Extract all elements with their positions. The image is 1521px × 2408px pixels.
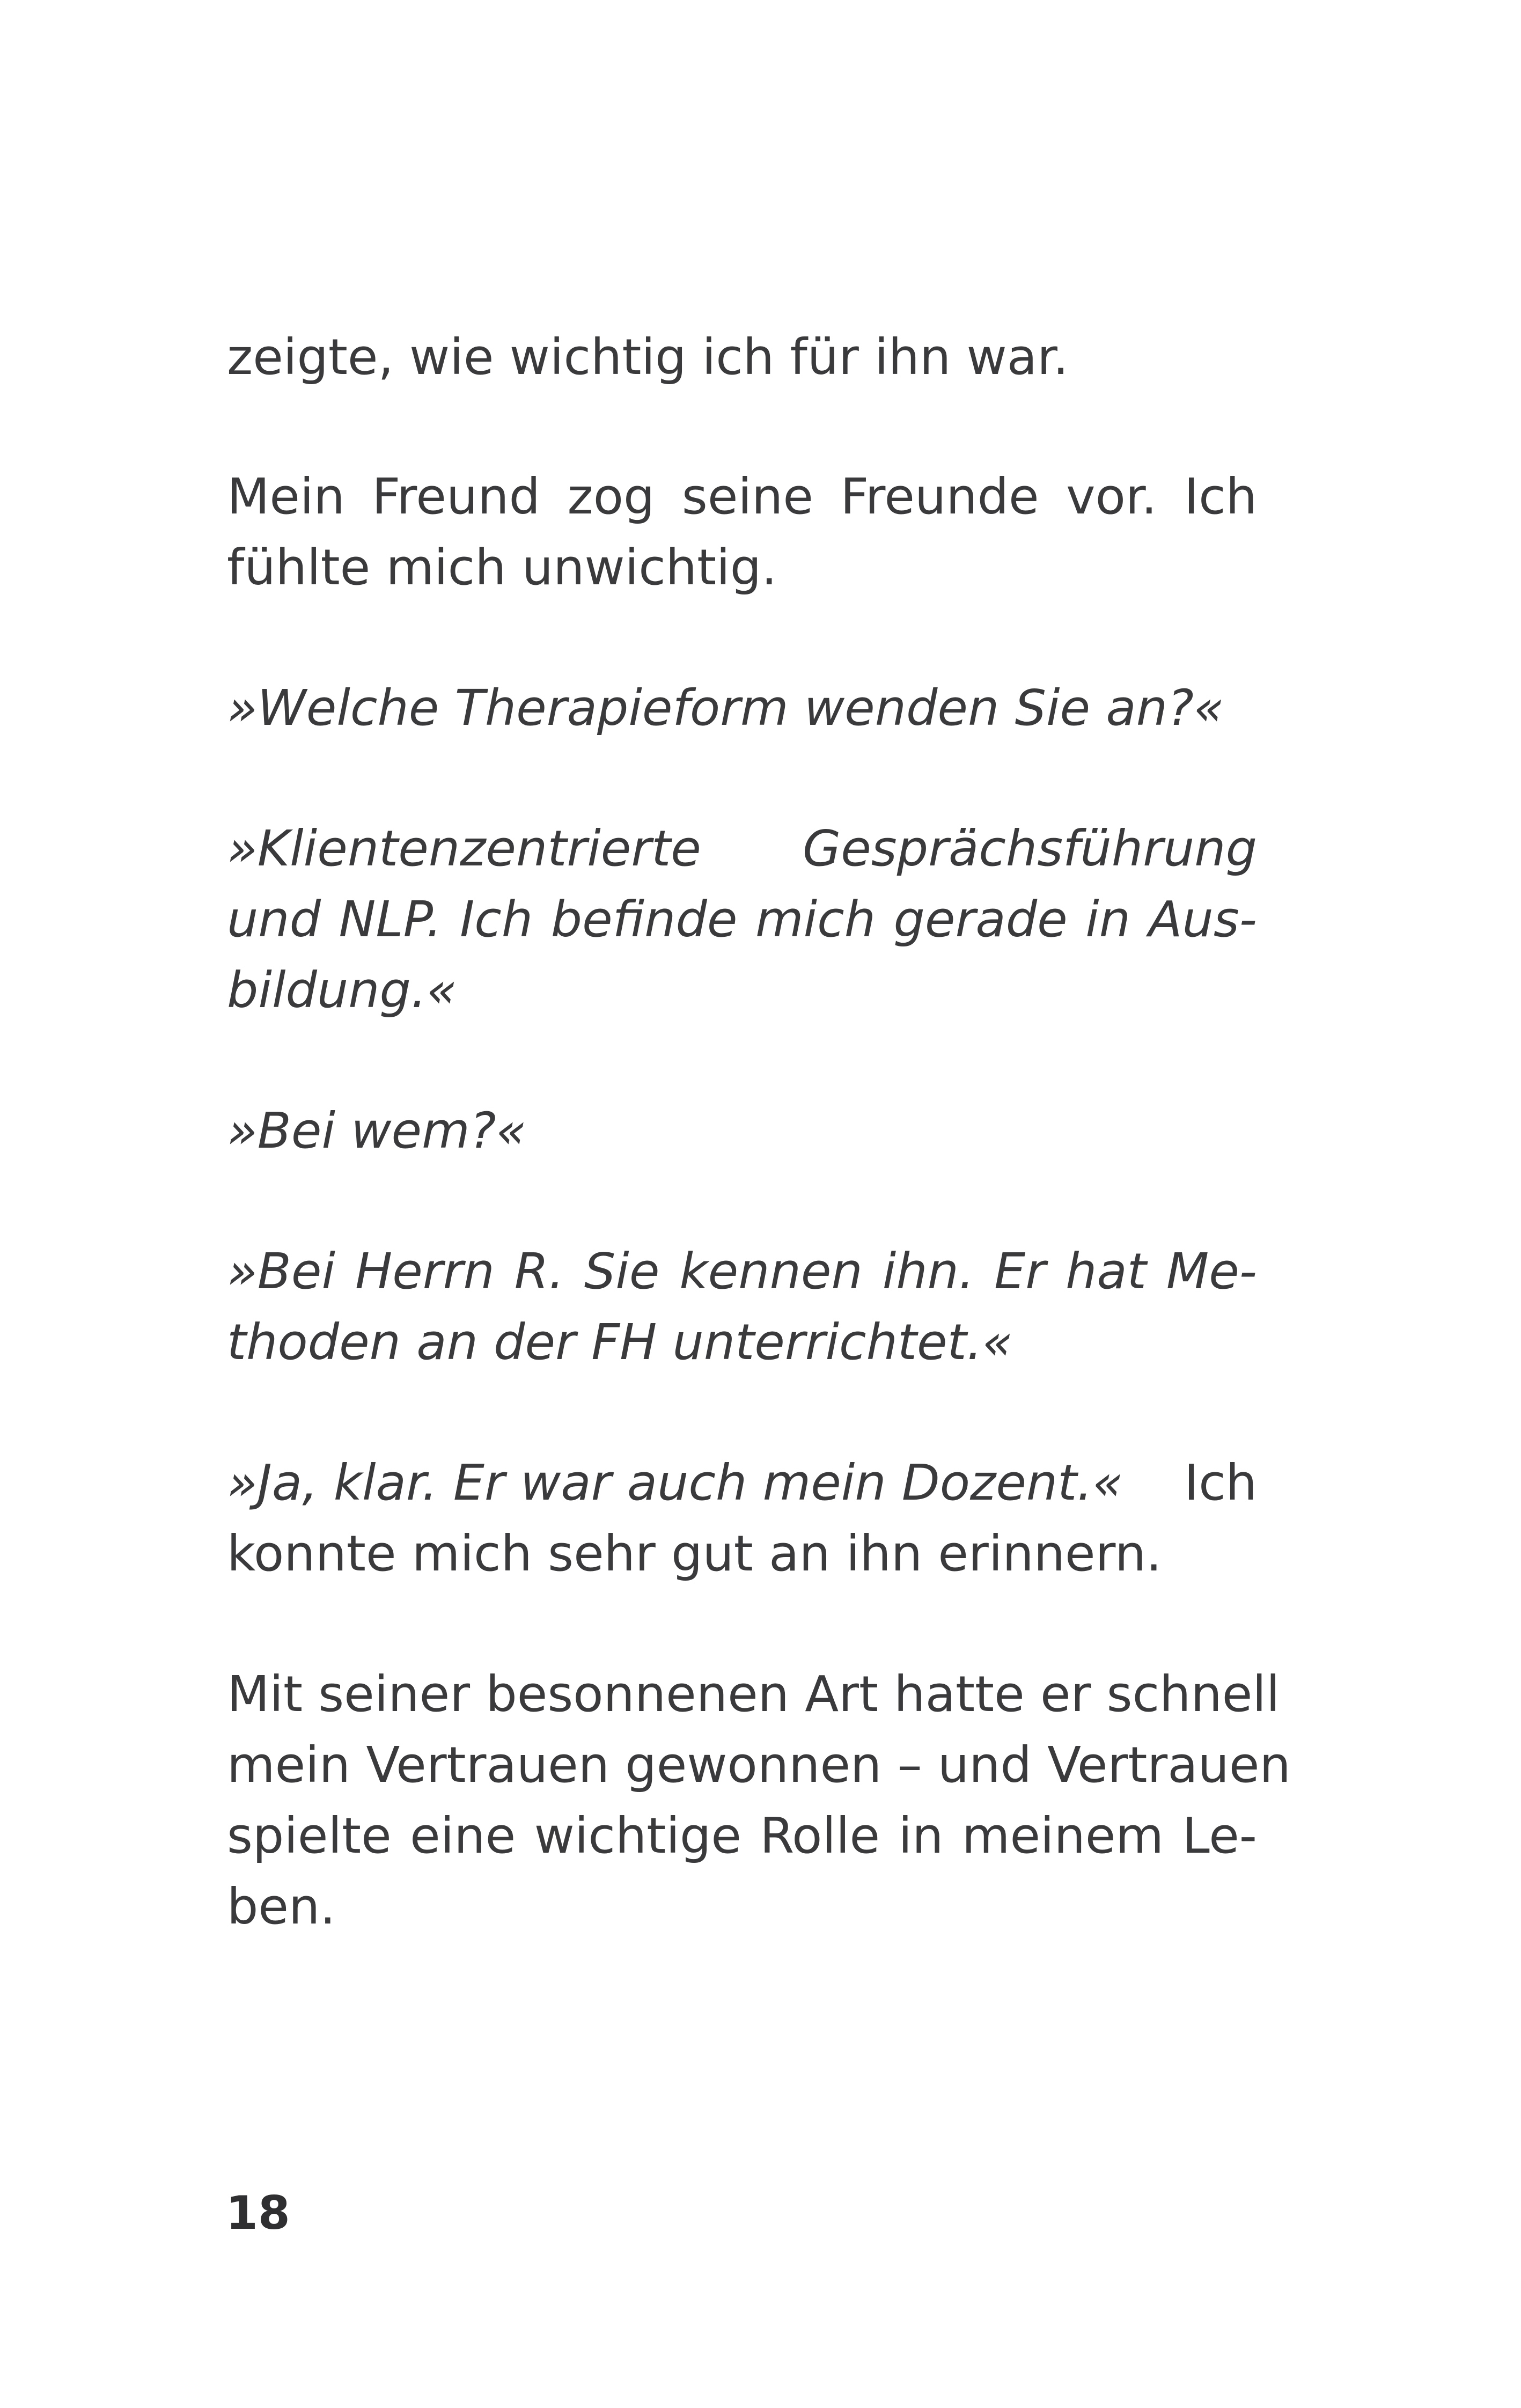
- text-line-memory: konnte mich sehr gut an ihn erinnern.: [227, 1525, 1162, 1582]
- dialogue-confirmation: »Ja, klar. Er war auch mein Dozent.«: [227, 1454, 1123, 1511]
- dialogue-reply-line-2: thoden an der FH unterrichtet.«: [227, 1313, 1013, 1371]
- dialogue-reply-line-1: »Bei Herrn R. Sie kennen ihn. Er hat Me-: [227, 1243, 1257, 1300]
- narration-fragment: Ich: [1184, 1454, 1257, 1511]
- mixed-text-line: [227, 1454, 1257, 1511]
- text-line-trust-1: Mit seiner besonnenen Art hatte er schnell: [227, 1665, 1280, 1723]
- dialogue-answer-line-1: »Klientenzentrierte Gesprächsführung: [227, 820, 1257, 877]
- dialogue-question-who: »Bei wem?«: [227, 1102, 527, 1159]
- text-line-3: fühlte mich unwichtig.: [227, 539, 777, 596]
- text-line-1: zeigte, wie wichtig ich für ihn war.: [227, 328, 1069, 386]
- text-line-2: Mein Freund zog seine Freunde vor. Ich: [227, 468, 1257, 525]
- dialogue-answer-line-3: bildung.«: [227, 961, 457, 1019]
- page-number: 18: [226, 2186, 290, 2240]
- text-line-trust-4: ben.: [227, 1878, 336, 1935]
- dialogue-answer-line-2: und NLP. Ich befinde mich gerade in Aus-: [227, 891, 1257, 948]
- dialogue-question-therapy: »Welche Therapieform wenden Sie an?«: [227, 679, 1224, 737]
- text-line-trust-2: mein Vertrauen gewonnen – und Vertrauen: [227, 1736, 1291, 1794]
- text-line-trust-3: spielte eine wichtige Rolle in meinem Le-: [227, 1807, 1257, 1864]
